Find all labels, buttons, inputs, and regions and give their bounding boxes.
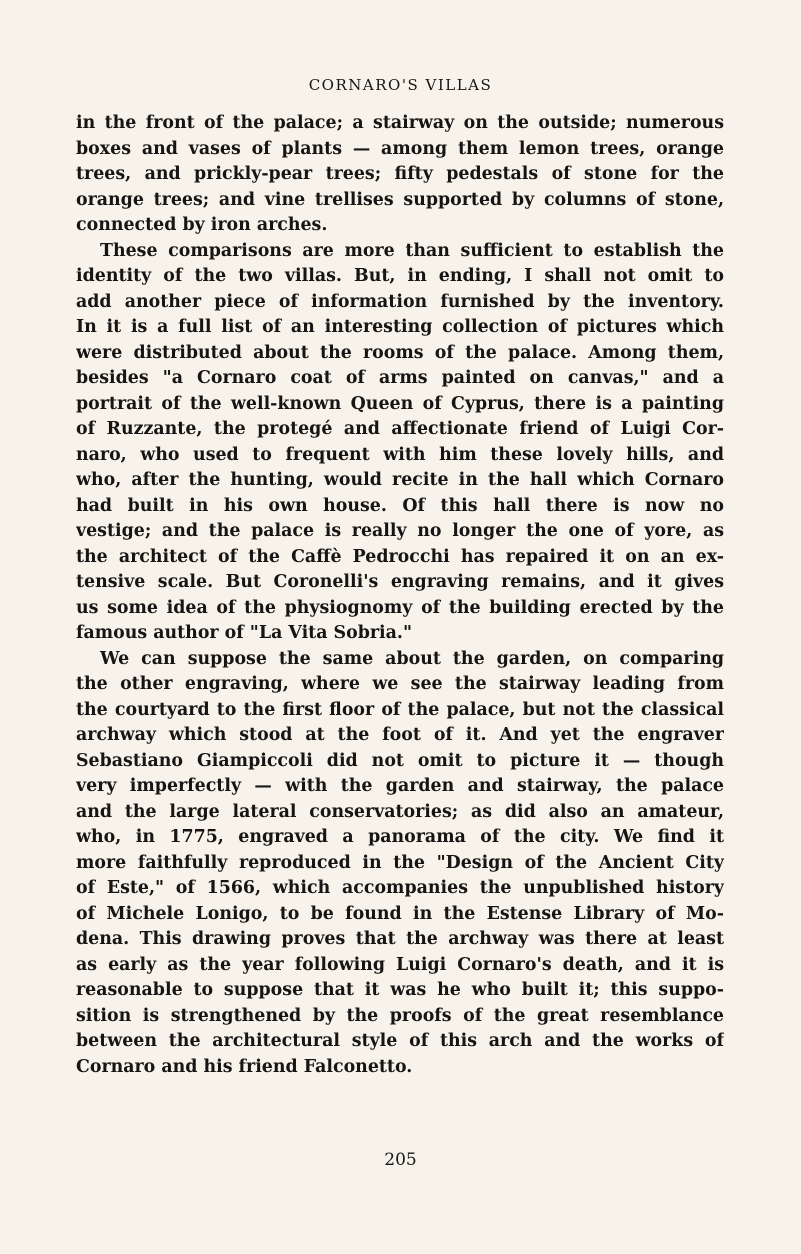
text-line: and the large lateral conservatories; as did also an amateur, xyxy=(76,801,724,822)
text-line: dena. This drawing proves that the archway was there at least xyxy=(76,929,724,949)
text-line: reasonable to suppose that it was he who built it; this suppo- xyxy=(76,980,724,1000)
text-line: vestige; and the palace is really no longer the one of yore, as xyxy=(76,521,724,541)
text-line: were distributed about the rooms of the palace. Among them, xyxy=(76,342,724,363)
text-line: more faithfully reproduced in the "Design of the Ancient City xyxy=(76,852,724,873)
text-line: as early as the year following Luigi Cornaro's death, and it is xyxy=(76,954,724,975)
text-line: of Michele Lonigo, to be found in the Estense Library of Mo- xyxy=(76,903,724,924)
text-line: us some idea of the physiognomy of the building erected by the xyxy=(76,597,724,618)
text-line: Cornaro and his friend Falconetto. xyxy=(76,1056,413,1077)
text-line: Sebastiano Giampiccoli did not omit to picture it — though xyxy=(76,750,724,771)
text-line: portrait of the well-known Queen of Cyprus, there is a painting xyxy=(76,393,724,414)
text-line: besides "a Cornaro coat of arms painted on canvas," and a xyxy=(76,368,724,388)
text-line: tensive scale. But Coronelli's engraving remains, and it gives xyxy=(76,572,724,592)
text-line: connected by iron arches. xyxy=(76,215,328,235)
text-line: sition is strengthened by the proofs of the great resemblance xyxy=(76,1005,724,1026)
text-line: identity of the two villas. But, in ending, I shall not omit to xyxy=(76,266,724,286)
text-line: very imperfectly — with the garden and stairway, the palace xyxy=(76,776,724,796)
text-line: who, in 1775, engraved a panorama of the city. We find it xyxy=(76,827,724,847)
text-line: in the front of the palace; a stairway on the outside; numerous xyxy=(76,113,724,133)
text-line: famous author of "La Vita Sobria." xyxy=(76,623,413,643)
text-line: naro, who used to frequent with him these lovely hills, and xyxy=(76,444,724,465)
text-line: These comparisons are more than sufficient to establish the xyxy=(100,240,724,261)
body-text xyxy=(76,111,724,1080)
text-line: trees, and prickly-pear trees; fifty pedestals of stone for the xyxy=(76,164,724,184)
text-line: We can suppose the same about the garden, on comparing xyxy=(100,648,724,669)
text-line: between the architectural style of this arch and the works of xyxy=(76,1031,724,1051)
text-line: who, after the hunting, would recite in the hall which Cornaro xyxy=(76,470,724,490)
text-line: of Este," of 1566, which accompanies the unpublished history xyxy=(76,878,724,898)
text-line: boxes and vases of plants — among them lemon trees, orange xyxy=(76,138,724,159)
text-line: had built in his own house. Of this hall there is now no xyxy=(76,495,724,516)
running-head: CORNARO'S VILLAS xyxy=(308,76,493,94)
text-line: the other engraving, where we see the stairway leading from xyxy=(76,674,724,694)
page-number: 205 xyxy=(384,1150,417,1170)
text-line: of Ruzzante, the protegé and affectionate friend of Luigi Cor- xyxy=(76,419,724,439)
text-line: add another piece of information furnished by the inventory. xyxy=(76,291,724,312)
text-line: the courtyard to the first floor of the palace, but not the classical xyxy=(76,699,724,720)
text-line: In it is a full list of an interesting collection of pictures which xyxy=(76,317,724,337)
text-line: archway which stood at the foot of it. And yet the engraver xyxy=(76,725,724,745)
text-line: the architect of the Caffè Pedrocchi has repaired it on an ex- xyxy=(76,546,724,567)
text-line: orange trees; and vine trellises supported by columns of stone, xyxy=(76,189,724,210)
